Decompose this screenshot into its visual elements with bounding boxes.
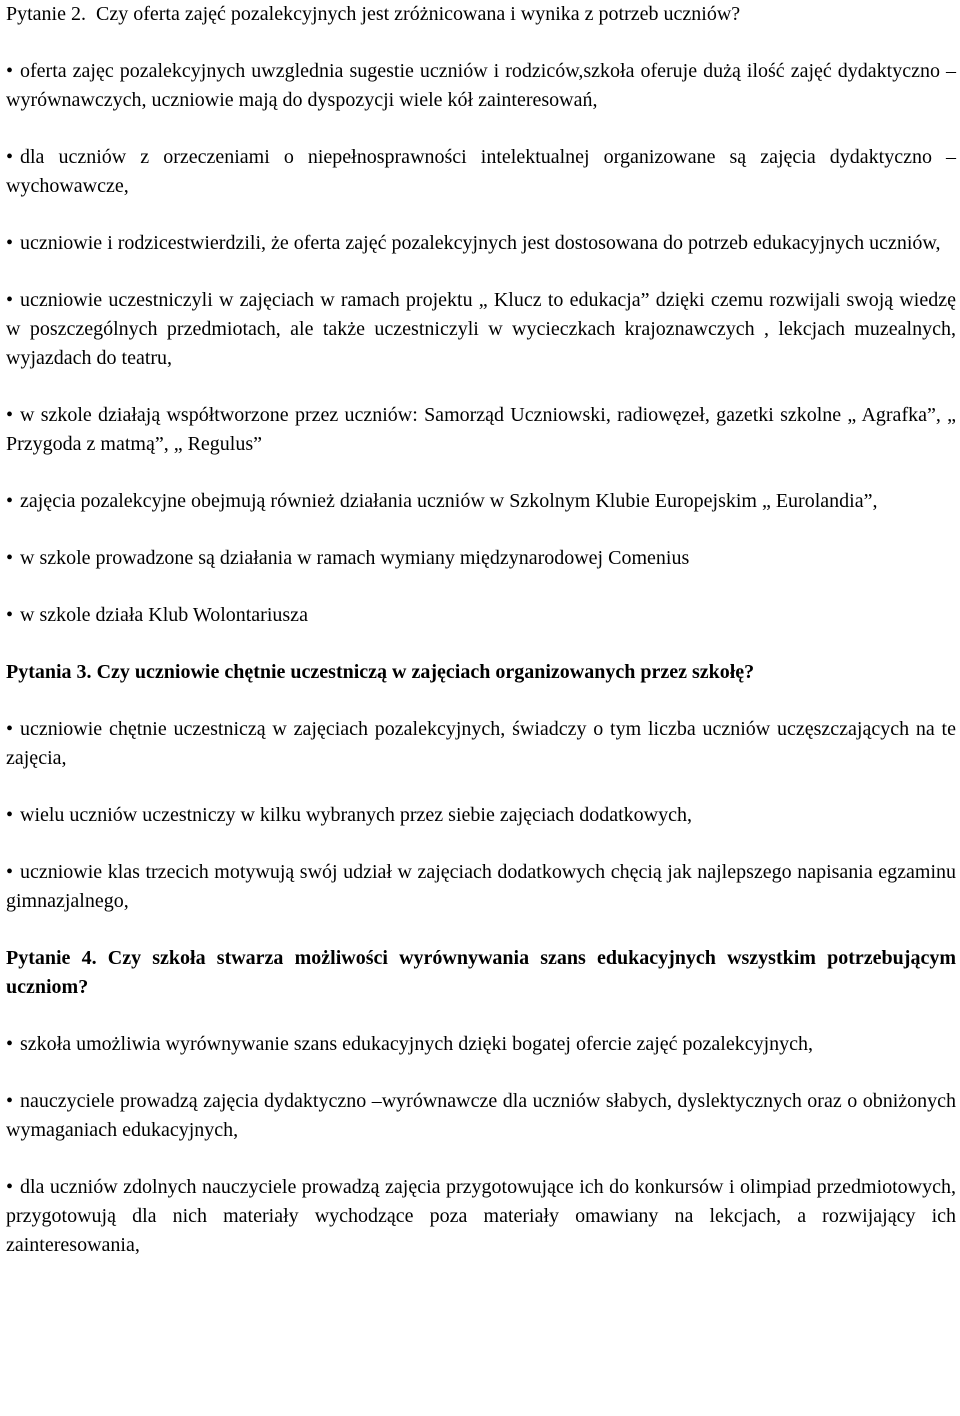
question-heading — [6, 658, 956, 687]
list-item — [6, 57, 956, 115]
bullet-icon: • — [6, 60, 14, 82]
list-item-text: uczniowie uczestniczyli w zajęciach w ramach projektu „ Klucz to edukacja” dzięki czemu rozwijali swoją wiedzę w poszczególnych przedmiotach, ale także uczestniczyli w wycieczkach krajoznawczych , lekcjach muzealnych, wyjazdach do teatru, — [6, 289, 956, 369]
bullet-icon: • — [6, 146, 14, 168]
bullet-icon: • — [6, 289, 14, 311]
question-number: Pytanie 4. — [6, 947, 97, 969]
list-item-text: uczniowie klas trzecich motywują swój udział w zajęciach dodatkowych chęcią jak najlepszego napisania egzaminu gimnazjalnego, — [6, 861, 956, 912]
list-item-text: oferta zajęc pozalekcyjnych uwzglednia sugestie uczniów i rodziców,szkoła oferuje dużą ilość zajęć dydaktyczno –wyrównawczych, uczniowie mają do dyspozycji wiele kół zainteresowań, — [6, 60, 956, 111]
list-item — [6, 143, 956, 201]
list-item — [6, 801, 956, 830]
list-item — [6, 544, 956, 573]
bullet-icon: • — [6, 232, 14, 254]
list-item — [6, 487, 956, 516]
bullet-icon: • — [6, 604, 14, 626]
list-item-text: wielu uczniów uczestniczy w kilku wybranych przez siebie zajęciach dodatkowych, — [20, 804, 692, 826]
list-item — [6, 286, 956, 373]
list-item — [6, 715, 956, 773]
question-number: Pytanie 2. — [6, 3, 86, 25]
question-heading — [6, 0, 956, 29]
list-item-text: uczniowie i rodzicestwierdzili, że oferta zajęć pozalekcyjnych jest dostosowana do potrzeb edukacyjnych uczniów, — [20, 232, 941, 254]
question-text: Czy oferta zajęć pozalekcyjnych jest zróżnicowana i wynika z potrzeb uczniów? — [96, 3, 741, 25]
bullet-icon: • — [6, 1176, 14, 1198]
document-page — [6, 0, 956, 1260]
list-item-text: w szkole prowadzone są działania w ramach wymiany międzynarodowej Comenius — [20, 547, 690, 569]
answer-list — [6, 715, 956, 916]
question-section-2 — [6, 0, 956, 630]
list-item-text: zajęcia pozalekcyjne obejmują również działania uczniów w Szkolnym Klubie Europejskim „ Eurolandia”, — [20, 490, 878, 512]
list-item — [6, 1173, 956, 1260]
bullet-icon: • — [6, 804, 14, 826]
question-text: Czy szkoła stwarza możliwości wyrównywania szans edukacyjnych wszystkim potrzebującym uczniom? — [6, 947, 956, 998]
question-section-3 — [6, 658, 956, 916]
bullet-icon: • — [6, 490, 14, 512]
list-item — [6, 1087, 956, 1145]
bullet-icon: • — [6, 404, 14, 426]
list-item — [6, 1030, 956, 1059]
question-text: Czy uczniowie chętnie uczestniczą w zajęciach organizowanych przez szkołę? — [96, 661, 755, 683]
list-item-text: uczniowie chętnie uczestniczą w zajęciach pozalekcyjnych, świadczy o tym liczba uczniów uczęszczających na te zajęcia, — [6, 718, 956, 769]
list-item-text: szkoła umożliwia wyrównywanie szans edukacyjnych dzięki bogatej ofercie zajęć pozalekcyjnych, — [20, 1033, 814, 1055]
bullet-icon: • — [6, 1033, 14, 1055]
question-section-4 — [6, 944, 956, 1260]
list-item — [6, 401, 956, 459]
answer-list — [6, 1030, 956, 1260]
bullet-icon: • — [6, 861, 14, 883]
question-number: Pytania 3. — [6, 661, 92, 683]
bullet-icon: • — [6, 718, 14, 740]
bullet-icon: • — [6, 547, 14, 569]
list-item-text: nauczyciele prowadzą zajęcia dydaktyczno –wyrównawcze dla uczniów słabych, dyslektycznych oraz o obniżonych wymaganiach edukacyjnych, — [6, 1090, 956, 1141]
list-item-text: dla uczniów z orzeczeniami o niepełnosprawności intelektualnej organizowane są zajęcia dydaktyczno –wychowawcze, — [6, 146, 956, 197]
answer-list — [6, 57, 956, 630]
list-item-text: w szkole działają współtworzone przez uczniów: Samorząd Uczniowski, radiowęzeł, gazetki szkolne „ Agrafka”, „ Przygoda z matmą”, „ Regulus” — [6, 404, 956, 455]
list-item — [6, 601, 956, 630]
bullet-icon: • — [6, 1090, 14, 1112]
question-heading — [6, 944, 956, 1002]
list-item-text: w szkole działa Klub Wolontariusza — [20, 604, 308, 626]
list-item-text: dla uczniów zdolnych nauczyciele prowadzą zajęcia przygotowujące ich do konkursów i olimpiad przedmiotowych, przygotowują dla nich materiały wychodzące poza materiały omawiany na lekcjach, a rozwijający ich zainteresowania, — [6, 1176, 956, 1256]
list-item — [6, 229, 956, 258]
list-item — [6, 858, 956, 916]
